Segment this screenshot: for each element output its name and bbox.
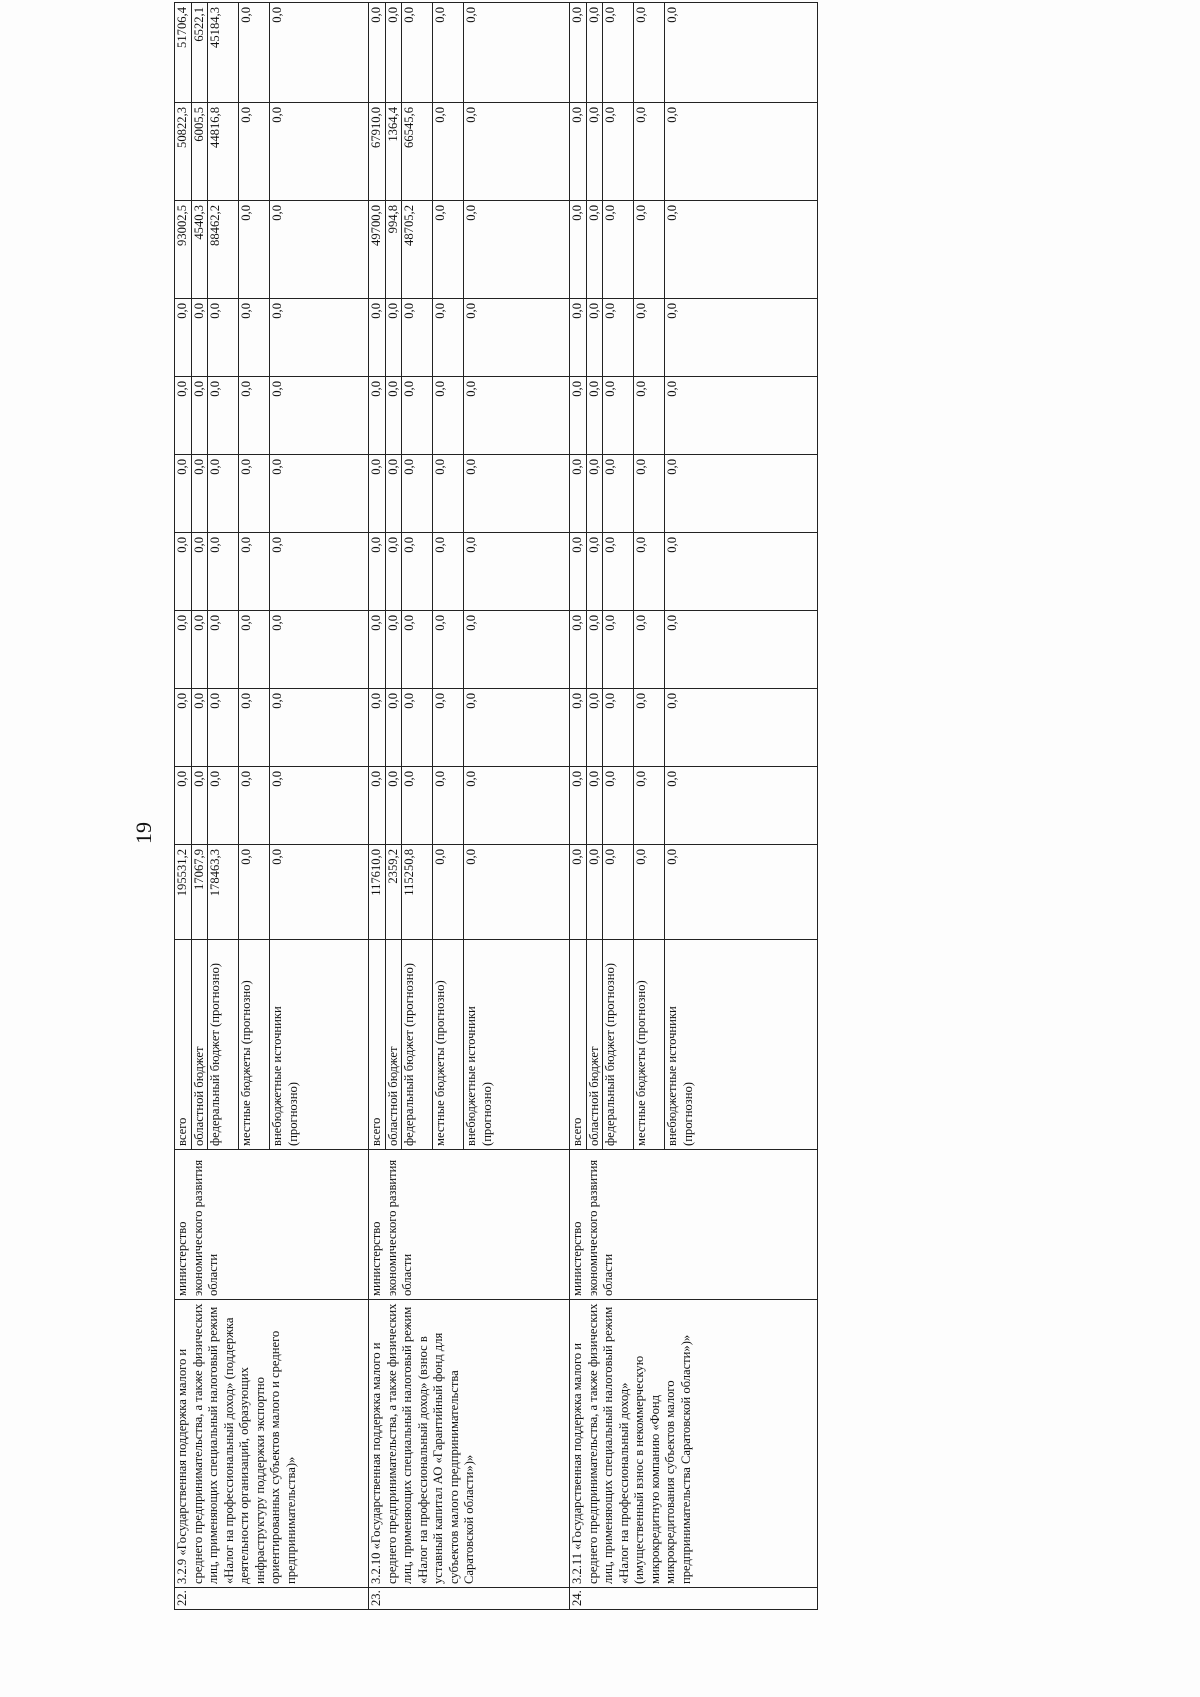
value-cell: 0,0 [665,533,818,611]
value-cell: 0,0 [464,103,570,201]
value-cell: 0,0 [570,3,587,103]
value-cell: 115250,8 [402,845,433,940]
table-row [369,3,386,1610]
value-cell: 0,0 [369,689,386,767]
value-cell: 0,0 [586,201,603,299]
value-cell: 0,0 [570,845,587,940]
value-cell: 0,0 [634,299,665,377]
value-cell: 0,0 [665,377,818,455]
value-cell: 17067,9 [191,845,208,940]
value-cell: 0,0 [239,103,270,201]
rotated-table-frame [174,7,1104,1610]
value-cell: 0,0 [665,299,818,377]
funding-source: федеральный бюджет (прогнозно) [208,940,239,1150]
value-cell: 0,0 [208,611,239,689]
measure-name: 3.2.10 «Государственная поддержка малого и среднего предпринимательства, а также физических лиц, применяющих специальный налоговый режим «Налог на профессиональный доход» (взнос в уставный капитал АО «Гарантийный фонд для субъектов малого предпринимательства Саратовской области»)» [369,1300,570,1588]
funding-source: внебюджетные источники (прогнозно) [665,940,818,1150]
value-cell: 0,0 [570,201,587,299]
value-cell: 0,0 [369,767,386,845]
value-cell: 0,0 [239,455,270,533]
value-cell: 0,0 [270,845,369,940]
value-cell: 0,0 [239,689,270,767]
value-cell: 0,0 [402,533,433,611]
value-cell: 45184,3 [208,3,239,103]
value-cell: 0,0 [402,767,433,845]
value-cell: 0,0 [603,3,634,103]
value-cell: 0,0 [239,611,270,689]
value-cell: 0,0 [665,455,818,533]
value-cell: 0,0 [239,377,270,455]
value-cell: 0,0 [603,201,634,299]
value-cell: 0,0 [433,533,464,611]
value-cell: 0,0 [665,201,818,299]
value-cell: 0,0 [586,533,603,611]
value-cell: 0,0 [385,689,402,767]
value-cell: 0,0 [270,767,369,845]
value-cell: 0,0 [665,3,818,103]
funding-source: областной бюджет [191,940,208,1150]
value-cell: 994,8 [385,201,402,299]
value-cell: 93002,5 [175,201,192,299]
value-cell: 0,0 [208,377,239,455]
value-cell: 0,0 [634,3,665,103]
value-cell: 178463,3 [208,845,239,940]
value-cell: 0,0 [586,455,603,533]
value-cell: 0,0 [634,201,665,299]
value-cell: 0,0 [586,3,603,103]
value-cell: 66545,6 [402,103,433,201]
value-cell: 0,0 [369,299,386,377]
value-cell: 0,0 [239,767,270,845]
value-cell: 0,0 [385,455,402,533]
budget-table [174,2,818,1610]
funding-source: внебюджетные источники (прогнозно) [270,940,369,1150]
value-cell: 2359,2 [385,845,402,940]
value-cell: 0,0 [239,845,270,940]
funding-source: всего [175,940,192,1150]
value-cell: 0,0 [634,767,665,845]
value-cell: 0,0 [239,299,270,377]
value-cell: 0,0 [175,767,192,845]
value-cell: 0,0 [570,103,587,201]
value-cell: 0,0 [270,533,369,611]
value-cell: 0,0 [270,299,369,377]
value-cell: 0,0 [385,3,402,103]
value-cell: 0,0 [464,533,570,611]
row-number: 23. [369,1588,570,1610]
value-cell: 0,0 [369,377,386,455]
responsible-executor: министерство экономического развития области [175,1150,369,1300]
value-cell: 0,0 [433,455,464,533]
value-cell: 51706,4 [175,3,192,103]
value-cell: 0,0 [433,299,464,377]
value-cell: 0,0 [175,455,192,533]
value-cell: 0,0 [586,845,603,940]
value-cell: 0,0 [369,611,386,689]
value-cell: 49700,0 [369,201,386,299]
value-cell: 0,0 [464,377,570,455]
value-cell: 6005,5 [191,103,208,201]
value-cell: 0,0 [191,689,208,767]
value-cell: 0,0 [464,689,570,767]
value-cell: 0,0 [634,845,665,940]
value-cell: 0,0 [665,611,818,689]
value-cell: 50822,3 [175,103,192,201]
value-cell: 0,0 [385,377,402,455]
value-cell: 48705,2 [402,201,433,299]
value-cell: 0,0 [603,299,634,377]
value-cell: 0,0 [433,377,464,455]
value-cell: 0,0 [385,533,402,611]
value-cell: 0,0 [175,611,192,689]
funding-source: всего [570,940,587,1150]
value-cell: 117610,0 [369,845,386,940]
value-cell: 0,0 [402,455,433,533]
value-cell: 0,0 [433,689,464,767]
value-cell: 44816,8 [208,103,239,201]
value-cell: 0,0 [570,611,587,689]
value-cell: 0,0 [464,767,570,845]
value-cell: 0,0 [369,533,386,611]
responsible-executor: министерство экономического развития области [369,1150,570,1300]
value-cell: 0,0 [464,201,570,299]
value-cell: 0,0 [239,533,270,611]
value-cell: 0,0 [402,3,433,103]
value-cell: 67910,0 [369,103,386,201]
value-cell: 0,0 [402,689,433,767]
value-cell: 0,0 [402,377,433,455]
funding-source: местные бюджеты (прогнозно) [634,940,665,1150]
value-cell: 0,0 [570,767,587,845]
value-cell: 0,0 [239,201,270,299]
value-cell: 0,0 [665,845,818,940]
value-cell: 0,0 [603,689,634,767]
value-cell: 0,0 [208,533,239,611]
value-cell: 0,0 [270,3,369,103]
row-number: 24. [570,1588,818,1610]
value-cell: 0,0 [634,377,665,455]
value-cell: 0,0 [603,767,634,845]
value-cell: 0,0 [586,689,603,767]
page-number: 19 [131,822,156,844]
value-cell: 0,0 [433,767,464,845]
value-cell: 0,0 [665,767,818,845]
value-cell: 88462,2 [208,201,239,299]
value-cell: 0,0 [464,3,570,103]
value-cell: 0,0 [634,455,665,533]
table-body [175,3,818,1610]
value-cell: 0,0 [586,611,603,689]
value-cell: 0,0 [191,767,208,845]
value-cell: 0,0 [191,299,208,377]
value-cell: 0,0 [464,299,570,377]
value-cell: 0,0 [270,103,369,201]
value-cell: 0,0 [634,611,665,689]
table-row [175,3,192,1610]
value-cell: 0,0 [603,103,634,201]
funding-source: всего [369,940,386,1150]
value-cell: 0,0 [464,455,570,533]
value-cell: 0,0 [369,455,386,533]
value-cell: 0,0 [570,455,587,533]
funding-source: внебюджетные источники (прогнозно) [464,940,570,1150]
value-cell: 0,0 [464,611,570,689]
funding-source: федеральный бюджет (прогнозно) [402,940,433,1150]
value-cell: 0,0 [603,845,634,940]
value-cell: 0,0 [270,201,369,299]
value-cell: 0,0 [208,455,239,533]
value-cell: 0,0 [665,689,818,767]
funding-source: областной бюджет [586,940,603,1150]
value-cell: 0,0 [191,533,208,611]
value-cell: 0,0 [634,533,665,611]
table-row [570,3,587,1610]
value-cell: 0,0 [586,377,603,455]
value-cell: 0,0 [634,689,665,767]
value-cell: 0,0 [433,3,464,103]
value-cell: 0,0 [586,299,603,377]
value-cell: 0,0 [175,377,192,455]
value-cell: 6522,1 [191,3,208,103]
value-cell: 0,0 [586,103,603,201]
value-cell: 0,0 [603,611,634,689]
value-cell: 0,0 [433,845,464,940]
value-cell: 0,0 [208,689,239,767]
value-cell: 0,0 [603,455,634,533]
value-cell: 0,0 [385,611,402,689]
value-cell: 0,0 [270,455,369,533]
measure-name: 3.2.9 «Государственная поддержка малого и среднего предпринимательства, а также физических лиц, применяющих специальный налоговый режим «Налог на профессиональный доход» (поддержка деятельности организаций, образующих инфраструктуру поддержки экспортно ориентированных субъектов малого и среднего предпринимательства)» [175,1300,369,1588]
value-cell: 195531,2 [175,845,192,940]
value-cell: 0,0 [402,611,433,689]
responsible-executor: министерство экономического развития области [570,1150,818,1300]
value-cell: 0,0 [208,767,239,845]
value-cell: 0,0 [191,611,208,689]
value-cell: 0,0 [402,299,433,377]
funding-source: местные бюджеты (прогнозно) [239,940,270,1150]
value-cell: 0,0 [570,299,587,377]
value-cell: 0,0 [208,299,239,377]
value-cell: 0,0 [570,533,587,611]
value-cell: 0,0 [270,689,369,767]
value-cell: 0,0 [433,201,464,299]
value-cell: 0,0 [191,377,208,455]
value-cell: 0,0 [570,689,587,767]
value-cell: 0,0 [175,689,192,767]
value-cell: 0,0 [175,533,192,611]
value-cell: 0,0 [433,611,464,689]
value-cell: 0,0 [603,533,634,611]
value-cell: 0,0 [270,377,369,455]
value-cell: 0,0 [175,299,192,377]
funding-source: местные бюджеты (прогнозно) [433,940,464,1150]
value-cell: 0,0 [385,767,402,845]
funding-source: федеральный бюджет (прогнозно) [603,940,634,1150]
value-cell: 0,0 [191,455,208,533]
value-cell: 0,0 [270,611,369,689]
measure-name: 3.2.11 «Государственная поддержка малого и среднего предпринимательства, а также физических лиц, применяющих специальный налоговый режим «Налог на профессиональный доход» (имущественный взнос в некоммерческую микрокредитную компанию «Фонд микрокредитования субъектов малого предпринимательства Саратовской области»)» [570,1300,818,1588]
funding-source: областной бюджет [385,940,402,1150]
value-cell: 1364,4 [385,103,402,201]
value-cell: 0,0 [385,299,402,377]
value-cell: 0,0 [369,3,386,103]
value-cell: 0,0 [586,767,603,845]
value-cell: 0,0 [433,103,464,201]
value-cell: 0,0 [570,377,587,455]
value-cell: 4540,3 [191,201,208,299]
value-cell: 0,0 [464,845,570,940]
value-cell: 0,0 [665,103,818,201]
value-cell: 0,0 [239,3,270,103]
rotated-table-content [174,7,1104,1610]
value-cell: 0,0 [634,103,665,201]
value-cell: 0,0 [603,377,634,455]
row-number: 22. [175,1588,369,1610]
